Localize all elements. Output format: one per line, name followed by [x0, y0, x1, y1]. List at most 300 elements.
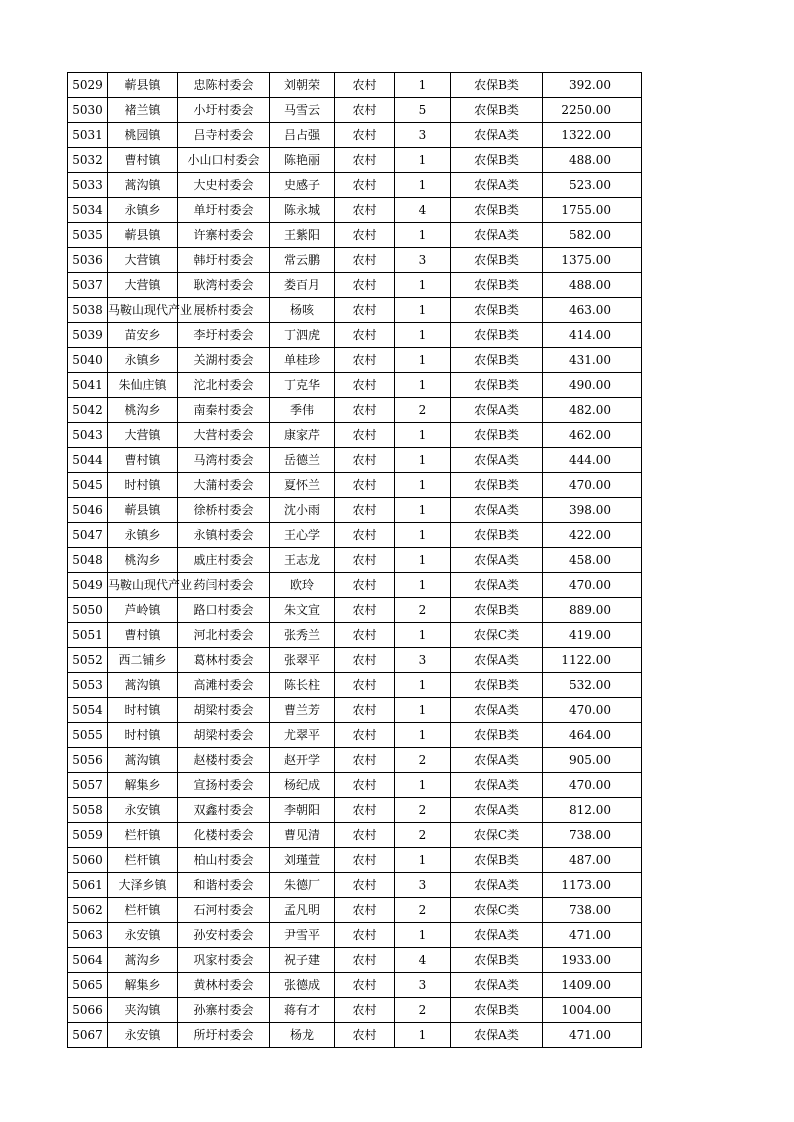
- area-type-cell: 农村: [335, 548, 395, 573]
- household-count-cell: 2: [395, 598, 451, 623]
- row-id-cell: 5067: [68, 1023, 108, 1048]
- town-cell: 蒿沟镇: [108, 748, 178, 773]
- amount-cell: 1122.00: [543, 648, 642, 673]
- row-id-cell: 5039: [68, 323, 108, 348]
- village-cell: 马湾村委会: [178, 448, 270, 473]
- insurance-class-cell: 农保B类: [451, 948, 543, 973]
- town-cell: 桃沟乡: [108, 548, 178, 573]
- village-cell: 孙安村委会: [178, 923, 270, 948]
- person-name-cell: 杨咳: [270, 298, 335, 323]
- amount-cell: 482.00: [543, 398, 642, 423]
- village-cell: 和谐村委会: [178, 873, 270, 898]
- area-type-cell: 农村: [335, 648, 395, 673]
- insurance-class-cell: 农保B类: [451, 423, 543, 448]
- insurance-class-cell: 农保A类: [451, 548, 543, 573]
- area-type-cell: 农村: [335, 373, 395, 398]
- village-cell: 小圩村委会: [178, 98, 270, 123]
- insurance-class-cell: 农保B类: [451, 598, 543, 623]
- insurance-class-cell: 农保A类: [451, 773, 543, 798]
- insurance-class-cell: 农保A类: [451, 448, 543, 473]
- table-row: [68, 748, 642, 773]
- area-type-cell: 农村: [335, 573, 395, 598]
- person-name-cell: 吕占强: [270, 123, 335, 148]
- table-row: [68, 273, 642, 298]
- area-type-cell: 农村: [335, 673, 395, 698]
- household-count-cell: 2: [395, 798, 451, 823]
- row-id-cell: 5049: [68, 573, 108, 598]
- row-id-cell: 5029: [68, 73, 108, 98]
- amount-cell: 738.00: [543, 898, 642, 923]
- table-row: [68, 923, 642, 948]
- row-id-cell: 5066: [68, 998, 108, 1023]
- village-cell: 宣扬村委会: [178, 773, 270, 798]
- row-id-cell: 5035: [68, 223, 108, 248]
- household-count-cell: 1: [395, 673, 451, 698]
- row-id-cell: 5036: [68, 248, 108, 273]
- amount-cell: 431.00: [543, 348, 642, 373]
- household-count-cell: 1: [395, 848, 451, 873]
- row-id-cell: 5044: [68, 448, 108, 473]
- row-id-cell: 5054: [68, 698, 108, 723]
- amount-cell: 1322.00: [543, 123, 642, 148]
- amount-cell: 470.00: [543, 698, 642, 723]
- village-cell: 小山口村委会: [178, 148, 270, 173]
- insurance-class-cell: 农保A类: [451, 923, 543, 948]
- household-count-cell: 2: [395, 823, 451, 848]
- row-id-cell: 5030: [68, 98, 108, 123]
- household-count-cell: 1: [395, 573, 451, 598]
- area-type-cell: 农村: [335, 348, 395, 373]
- insurance-class-cell: 农保B类: [451, 248, 543, 273]
- household-count-cell: 4: [395, 948, 451, 973]
- row-id-cell: 5034: [68, 198, 108, 223]
- household-count-cell: 1: [395, 773, 451, 798]
- village-cell: 巩家村委会: [178, 948, 270, 973]
- row-id-cell: 5064: [68, 948, 108, 973]
- table-row: [68, 798, 642, 823]
- town-cell: 蒿沟镇: [108, 673, 178, 698]
- amount-cell: 471.00: [543, 1023, 642, 1048]
- table-row: [68, 98, 642, 123]
- amount-cell: 490.00: [543, 373, 642, 398]
- table-row: [68, 198, 642, 223]
- village-cell: 双鑫村委会: [178, 798, 270, 823]
- household-count-cell: 1: [395, 498, 451, 523]
- amount-cell: 889.00: [543, 598, 642, 623]
- insurance-class-cell: 农保B类: [451, 998, 543, 1023]
- insurance-class-cell: 农保A类: [451, 398, 543, 423]
- town-cell: 马鞍山现代产业: [108, 573, 178, 598]
- amount-cell: 462.00: [543, 423, 642, 448]
- person-name-cell: 曹见清: [270, 823, 335, 848]
- person-name-cell: 季伟: [270, 398, 335, 423]
- amount-cell: 458.00: [543, 548, 642, 573]
- village-cell: 葛林村委会: [178, 648, 270, 673]
- amount-cell: 398.00: [543, 498, 642, 523]
- insurance-class-cell: 农保B类: [451, 273, 543, 298]
- table-row: [68, 773, 642, 798]
- person-name-cell: 欧玲: [270, 573, 335, 598]
- row-id-cell: 5043: [68, 423, 108, 448]
- area-type-cell: 农村: [335, 1023, 395, 1048]
- person-name-cell: 丁克华: [270, 373, 335, 398]
- village-cell: 南秦村委会: [178, 398, 270, 423]
- row-id-cell: 5033: [68, 173, 108, 198]
- village-cell: 柏山村委会: [178, 848, 270, 873]
- person-name-cell: 曹兰芳: [270, 698, 335, 723]
- household-count-cell: 1: [395, 73, 451, 98]
- table-row: [68, 448, 642, 473]
- household-count-cell: 1: [395, 298, 451, 323]
- table-row: [68, 823, 642, 848]
- table-row: [68, 148, 642, 173]
- village-cell: 赵楼村委会: [178, 748, 270, 773]
- household-count-cell: 1: [395, 523, 451, 548]
- area-type-cell: 农村: [335, 498, 395, 523]
- person-name-cell: 史感子: [270, 173, 335, 198]
- person-name-cell: 陈永城: [270, 198, 335, 223]
- data-table: [67, 72, 642, 1048]
- insurance-class-cell: 农保A类: [451, 973, 543, 998]
- row-id-cell: 5032: [68, 148, 108, 173]
- person-name-cell: 朱德厂: [270, 873, 335, 898]
- household-count-cell: 3: [395, 123, 451, 148]
- person-name-cell: 刘瑾萱: [270, 848, 335, 873]
- person-name-cell: 刘朝荣: [270, 73, 335, 98]
- person-name-cell: 尤翠平: [270, 723, 335, 748]
- amount-cell: 471.00: [543, 923, 642, 948]
- household-count-cell: 1: [395, 548, 451, 573]
- insurance-class-cell: 农保B类: [451, 323, 543, 348]
- village-cell: 关湖村委会: [178, 348, 270, 373]
- row-id-cell: 5056: [68, 748, 108, 773]
- household-count-cell: 1: [395, 173, 451, 198]
- amount-cell: 1375.00: [543, 248, 642, 273]
- amount-cell: 523.00: [543, 173, 642, 198]
- village-cell: 单圩村委会: [178, 198, 270, 223]
- person-name-cell: 单桂珍: [270, 348, 335, 373]
- village-cell: 永镇村委会: [178, 523, 270, 548]
- household-count-cell: 1: [395, 323, 451, 348]
- insurance-class-cell: 农保B类: [451, 723, 543, 748]
- area-type-cell: 农村: [335, 898, 395, 923]
- insurance-class-cell: 农保B类: [451, 298, 543, 323]
- village-cell: 沱北村委会: [178, 373, 270, 398]
- area-type-cell: 农村: [335, 998, 395, 1023]
- person-name-cell: 陈长柱: [270, 673, 335, 698]
- table-row: [68, 123, 642, 148]
- table-row: [68, 373, 642, 398]
- household-count-cell: 2: [395, 398, 451, 423]
- table-row: [68, 848, 642, 873]
- person-name-cell: 王志龙: [270, 548, 335, 573]
- area-type-cell: 农村: [335, 698, 395, 723]
- row-id-cell: 5045: [68, 473, 108, 498]
- town-cell: 永安镇: [108, 923, 178, 948]
- household-count-cell: 1: [395, 623, 451, 648]
- insurance-class-cell: 农保B类: [451, 373, 543, 398]
- row-id-cell: 5046: [68, 498, 108, 523]
- town-cell: 栏杆镇: [108, 898, 178, 923]
- person-name-cell: 马雪云: [270, 98, 335, 123]
- household-count-cell: 1: [395, 698, 451, 723]
- town-cell: 朱仙庄镇: [108, 373, 178, 398]
- town-cell: 永安镇: [108, 1023, 178, 1048]
- person-name-cell: 娄百月: [270, 273, 335, 298]
- area-type-cell: 农村: [335, 198, 395, 223]
- household-count-cell: 2: [395, 998, 451, 1023]
- amount-cell: 1004.00: [543, 998, 642, 1023]
- village-cell: 胡梁村委会: [178, 698, 270, 723]
- row-id-cell: 5061: [68, 873, 108, 898]
- insurance-class-cell: 农保C类: [451, 823, 543, 848]
- row-id-cell: 5053: [68, 673, 108, 698]
- area-type-cell: 农村: [335, 323, 395, 348]
- household-count-cell: 1: [395, 423, 451, 448]
- row-id-cell: 5051: [68, 623, 108, 648]
- person-name-cell: 尹雪平: [270, 923, 335, 948]
- village-cell: 胡梁村委会: [178, 723, 270, 748]
- town-cell: 夹沟镇: [108, 998, 178, 1023]
- amount-cell: 470.00: [543, 773, 642, 798]
- table-row: [68, 898, 642, 923]
- insurance-class-cell: 农保B类: [451, 473, 543, 498]
- person-name-cell: 沈小雨: [270, 498, 335, 523]
- area-type-cell: 农村: [335, 923, 395, 948]
- person-name-cell: 祝子建: [270, 948, 335, 973]
- table-row: [68, 998, 642, 1023]
- insurance-class-cell: 农保B类: [451, 348, 543, 373]
- household-count-cell: 3: [395, 648, 451, 673]
- village-cell: 大蒲村委会: [178, 473, 270, 498]
- household-count-cell: 3: [395, 248, 451, 273]
- insurance-class-cell: 农保A类: [451, 648, 543, 673]
- table-row: [68, 173, 642, 198]
- amount-cell: 392.00: [543, 73, 642, 98]
- town-cell: 曹村镇: [108, 448, 178, 473]
- insurance-class-cell: 农保B类: [451, 148, 543, 173]
- household-count-cell: 3: [395, 873, 451, 898]
- row-id-cell: 5052: [68, 648, 108, 673]
- household-count-cell: 1: [395, 373, 451, 398]
- person-name-cell: 李朝阳: [270, 798, 335, 823]
- amount-cell: 738.00: [543, 823, 642, 848]
- area-type-cell: 农村: [335, 948, 395, 973]
- village-cell: 许寨村委会: [178, 223, 270, 248]
- town-cell: 马鞍山现代产业: [108, 298, 178, 323]
- area-type-cell: 农村: [335, 723, 395, 748]
- village-cell: 石河村委会: [178, 898, 270, 923]
- row-id-cell: 5038: [68, 298, 108, 323]
- person-name-cell: 孟凡明: [270, 898, 335, 923]
- table-row: [68, 398, 642, 423]
- town-cell: 解集乡: [108, 773, 178, 798]
- amount-cell: 488.00: [543, 273, 642, 298]
- person-name-cell: 陈艳丽: [270, 148, 335, 173]
- insurance-class-cell: 农保A类: [451, 573, 543, 598]
- town-cell: 苗安乡: [108, 323, 178, 348]
- household-count-cell: 1: [395, 923, 451, 948]
- household-count-cell: 2: [395, 748, 451, 773]
- table-row: [68, 473, 642, 498]
- person-name-cell: 张秀兰: [270, 623, 335, 648]
- person-name-cell: 蒋有才: [270, 998, 335, 1023]
- row-id-cell: 5047: [68, 523, 108, 548]
- person-name-cell: 王紫阳: [270, 223, 335, 248]
- person-name-cell: 康家芹: [270, 423, 335, 448]
- household-count-cell: 1: [395, 273, 451, 298]
- insurance-class-cell: 农保A类: [451, 873, 543, 898]
- area-type-cell: 农村: [335, 173, 395, 198]
- table-row: [68, 1023, 642, 1048]
- row-id-cell: 5060: [68, 848, 108, 873]
- row-id-cell: 5059: [68, 823, 108, 848]
- amount-cell: 463.00: [543, 298, 642, 323]
- row-id-cell: 5031: [68, 123, 108, 148]
- table-row: [68, 648, 642, 673]
- town-cell: 大营镇: [108, 273, 178, 298]
- person-name-cell: 张德成: [270, 973, 335, 998]
- person-name-cell: 杨龙: [270, 1023, 335, 1048]
- village-cell: 忠陈村委会: [178, 73, 270, 98]
- household-count-cell: 1: [395, 348, 451, 373]
- insurance-class-cell: 农保A类: [451, 698, 543, 723]
- amount-cell: 422.00: [543, 523, 642, 548]
- area-type-cell: 农村: [335, 248, 395, 273]
- insurance-class-cell: 农保B类: [451, 98, 543, 123]
- area-type-cell: 农村: [335, 523, 395, 548]
- person-name-cell: 岳德兰: [270, 448, 335, 473]
- insurance-class-cell: 农保A类: [451, 748, 543, 773]
- area-type-cell: 农村: [335, 473, 395, 498]
- insurance-class-cell: 农保B类: [451, 73, 543, 98]
- insurance-class-cell: 农保A类: [451, 498, 543, 523]
- area-type-cell: 农村: [335, 973, 395, 998]
- amount-cell: 1173.00: [543, 873, 642, 898]
- row-id-cell: 5065: [68, 973, 108, 998]
- table-row: [68, 673, 642, 698]
- table-row: [68, 973, 642, 998]
- area-type-cell: 农村: [335, 598, 395, 623]
- town-cell: 永镇乡: [108, 198, 178, 223]
- insurance-class-cell: 农保B类: [451, 673, 543, 698]
- town-cell: 芦岭镇: [108, 598, 178, 623]
- village-cell: 黄林村委会: [178, 973, 270, 998]
- insurance-class-cell: 农保C类: [451, 898, 543, 923]
- table-row: [68, 873, 642, 898]
- row-id-cell: 5062: [68, 898, 108, 923]
- household-count-cell: 1: [395, 473, 451, 498]
- area-type-cell: 农村: [335, 873, 395, 898]
- household-count-cell: 1: [395, 223, 451, 248]
- village-cell: 药闫村委会: [178, 573, 270, 598]
- amount-cell: 1409.00: [543, 973, 642, 998]
- table-body: [68, 73, 642, 1048]
- village-cell: 大史村委会: [178, 173, 270, 198]
- insurance-class-cell: 农保A类: [451, 173, 543, 198]
- town-cell: 大营镇: [108, 248, 178, 273]
- row-id-cell: 5057: [68, 773, 108, 798]
- household-count-cell: 2: [395, 898, 451, 923]
- table-row: [68, 723, 642, 748]
- table-row: [68, 73, 642, 98]
- town-cell: 永镇乡: [108, 523, 178, 548]
- household-count-cell: 1: [395, 148, 451, 173]
- row-id-cell: 5040: [68, 348, 108, 373]
- row-id-cell: 5048: [68, 548, 108, 573]
- area-type-cell: 农村: [335, 398, 395, 423]
- insurance-class-cell: 农保C类: [451, 623, 543, 648]
- town-cell: 大营镇: [108, 423, 178, 448]
- table-row: [68, 248, 642, 273]
- village-cell: 耿湾村委会: [178, 273, 270, 298]
- town-cell: 永镇乡: [108, 348, 178, 373]
- town-cell: 褚兰镇: [108, 98, 178, 123]
- table-row: [68, 348, 642, 373]
- village-cell: 吕寺村委会: [178, 123, 270, 148]
- town-cell: 蒿沟乡: [108, 948, 178, 973]
- table-row: [68, 948, 642, 973]
- town-cell: 解集乡: [108, 973, 178, 998]
- amount-cell: 414.00: [543, 323, 642, 348]
- table-row: [68, 548, 642, 573]
- household-count-cell: 1: [395, 448, 451, 473]
- amount-cell: 419.00: [543, 623, 642, 648]
- amount-cell: 905.00: [543, 748, 642, 773]
- area-type-cell: 农村: [335, 423, 395, 448]
- town-cell: 时村镇: [108, 723, 178, 748]
- town-cell: 曹村镇: [108, 148, 178, 173]
- village-cell: 高滩村委会: [178, 673, 270, 698]
- amount-cell: 444.00: [543, 448, 642, 473]
- table-row: [68, 623, 642, 648]
- town-cell: 时村镇: [108, 473, 178, 498]
- amount-cell: 487.00: [543, 848, 642, 873]
- town-cell: 曹村镇: [108, 623, 178, 648]
- amount-cell: 464.00: [543, 723, 642, 748]
- village-cell: 韩圩村委会: [178, 248, 270, 273]
- village-cell: 戚庄村委会: [178, 548, 270, 573]
- town-cell: 栏杆镇: [108, 848, 178, 873]
- town-cell: 蕲县镇: [108, 223, 178, 248]
- amount-cell: 488.00: [543, 148, 642, 173]
- area-type-cell: 农村: [335, 123, 395, 148]
- insurance-class-cell: 农保A类: [451, 1023, 543, 1048]
- village-cell: 孙寨村委会: [178, 998, 270, 1023]
- area-type-cell: 农村: [335, 748, 395, 773]
- village-cell: 徐桥村委会: [178, 498, 270, 523]
- row-id-cell: 5037: [68, 273, 108, 298]
- row-id-cell: 5063: [68, 923, 108, 948]
- area-type-cell: 农村: [335, 848, 395, 873]
- person-name-cell: 王心学: [270, 523, 335, 548]
- amount-cell: 812.00: [543, 798, 642, 823]
- area-type-cell: 农村: [335, 823, 395, 848]
- amount-cell: 532.00: [543, 673, 642, 698]
- town-cell: 蕲县镇: [108, 73, 178, 98]
- village-cell: 大营村委会: [178, 423, 270, 448]
- town-cell: 大泽乡镇: [108, 873, 178, 898]
- town-cell: 时村镇: [108, 698, 178, 723]
- amount-cell: 470.00: [543, 573, 642, 598]
- town-cell: 蒿沟镇: [108, 173, 178, 198]
- village-cell: 展桥村委会: [178, 298, 270, 323]
- town-cell: 栏杆镇: [108, 823, 178, 848]
- area-type-cell: 农村: [335, 798, 395, 823]
- village-cell: 河北村委会: [178, 623, 270, 648]
- row-id-cell: 5042: [68, 398, 108, 423]
- household-count-cell: 1: [395, 1023, 451, 1048]
